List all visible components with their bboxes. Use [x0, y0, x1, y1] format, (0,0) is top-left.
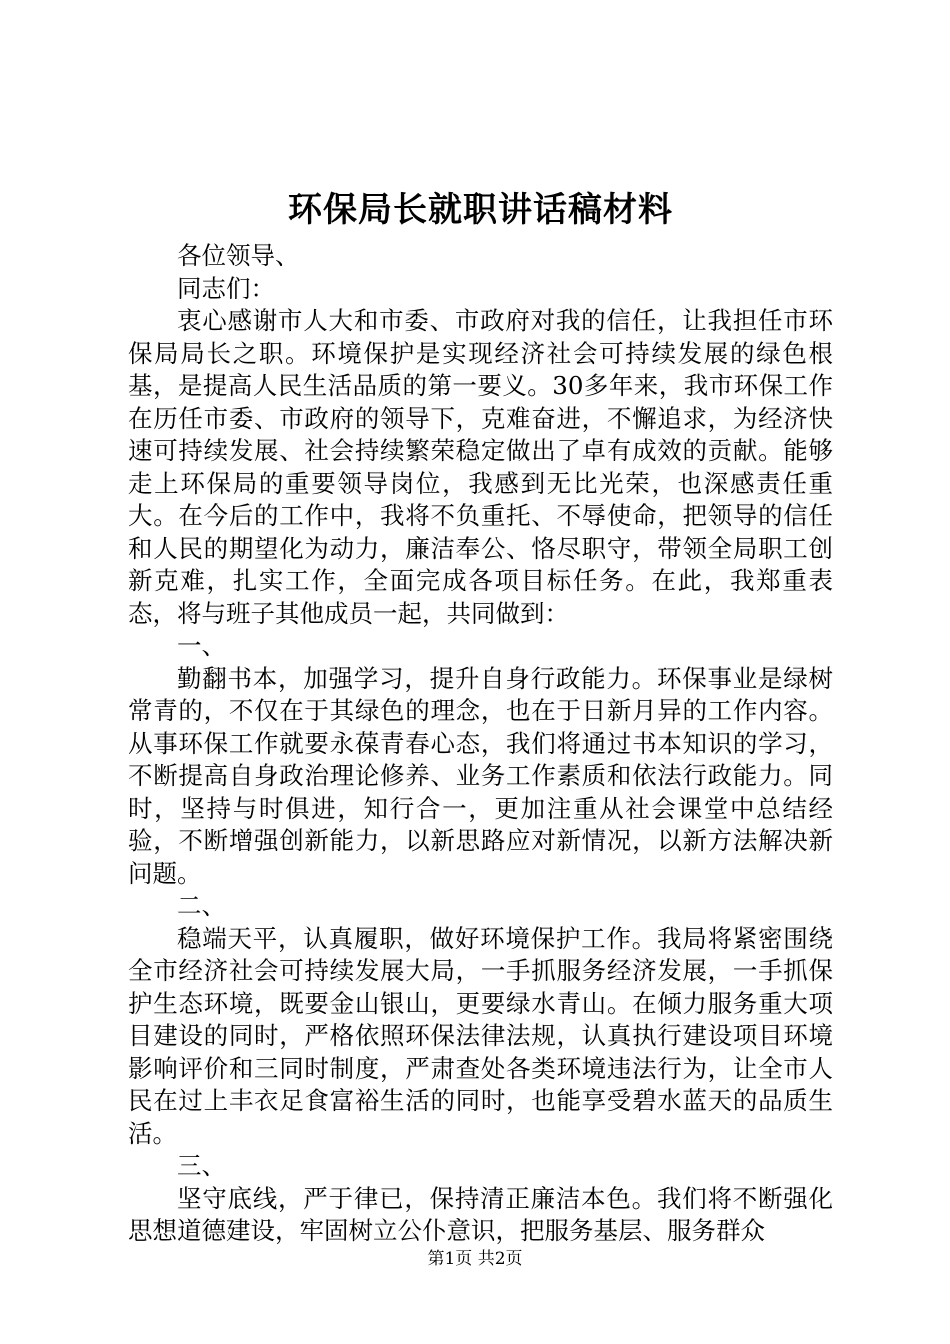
section-heading-2: 二、 [177, 891, 226, 920]
section-heading-1: 一、 [177, 631, 226, 660]
document-page [128, 182, 833, 1248]
paragraph-section-1: 勤翻书本，加强学习，提升自身行政能力。环保事业是绿树常青的，不仅在于其绿色的理念，也在于日新月异的工作内容。从事环保工作就要永葆青春心态，我们将通过书本知识的学习，不断提高自身政治理论修养、业务工作素质和依法行政能力。同时，坚持与时俱进，知行合一，更加注重从社会课堂中总结经验，不断增强创新能力，以新思路应对新情况，以新方法解决新问题。 [128, 663, 833, 888]
page-footer: 第1页 共2页 [427, 1249, 523, 1269]
paragraph-section-2: 稳端天平，认真履职，做好环境保护工作。我局将紧密围绕全市经济社会可持续发展大局，一手抓服务经济发展，一手抓保护生态环境，既要金山银山，更要绿水青山。在倾力服务重大项目建设的同时，严格依照环保法律法规，认真执行建设项目环境影响评价和三同时制度，严肃查处各类环境违法行为，让全市人民在过上丰衣足食富裕生活的同时，也能享受碧水蓝天的品质生活。 [128, 923, 833, 1148]
paragraph-section-3: 坚守底线，严于律已，保持清正廉洁本色。我们将不断强化思想道德建设，牢固树立公仆意识，把服务基层、服务群众 [128, 1183, 833, 1245]
document-title: 环保局长就职讲话稿材料 [288, 190, 673, 230]
salutation-comrades: 同志们： [177, 273, 275, 303]
section-heading-3: 三、 [177, 1151, 226, 1180]
paragraph-intro: 衷心感谢市人大和市委、市政府对我的信任，让我担任市环保局局长之职。环境保护是实现经济社会可持续发展的绿色根基，是提高人民生活品质的第一要义。30多年来，我市环保工作在历任市委、市政府的领导下，克难奋进，不懈追求，为经济快速可持续发展、社会持续繁荣稳定做出了卓有成效的贡献。能够走上环保局的重要领导岗位，我感到无比光荣，也深感责任重大。在今后的工作中，我将不负重托、不辱使命，把领导的信任和人民的期望化为动力，廉洁奉公、恪尽职守，带领全局职工创新克难，扎实工作，全面完成各项目标任务。在此，我郑重表态，将与班子其他成员一起，共同做到： [128, 306, 833, 628]
salutation-leaders: 各位领导、 [177, 241, 300, 270]
